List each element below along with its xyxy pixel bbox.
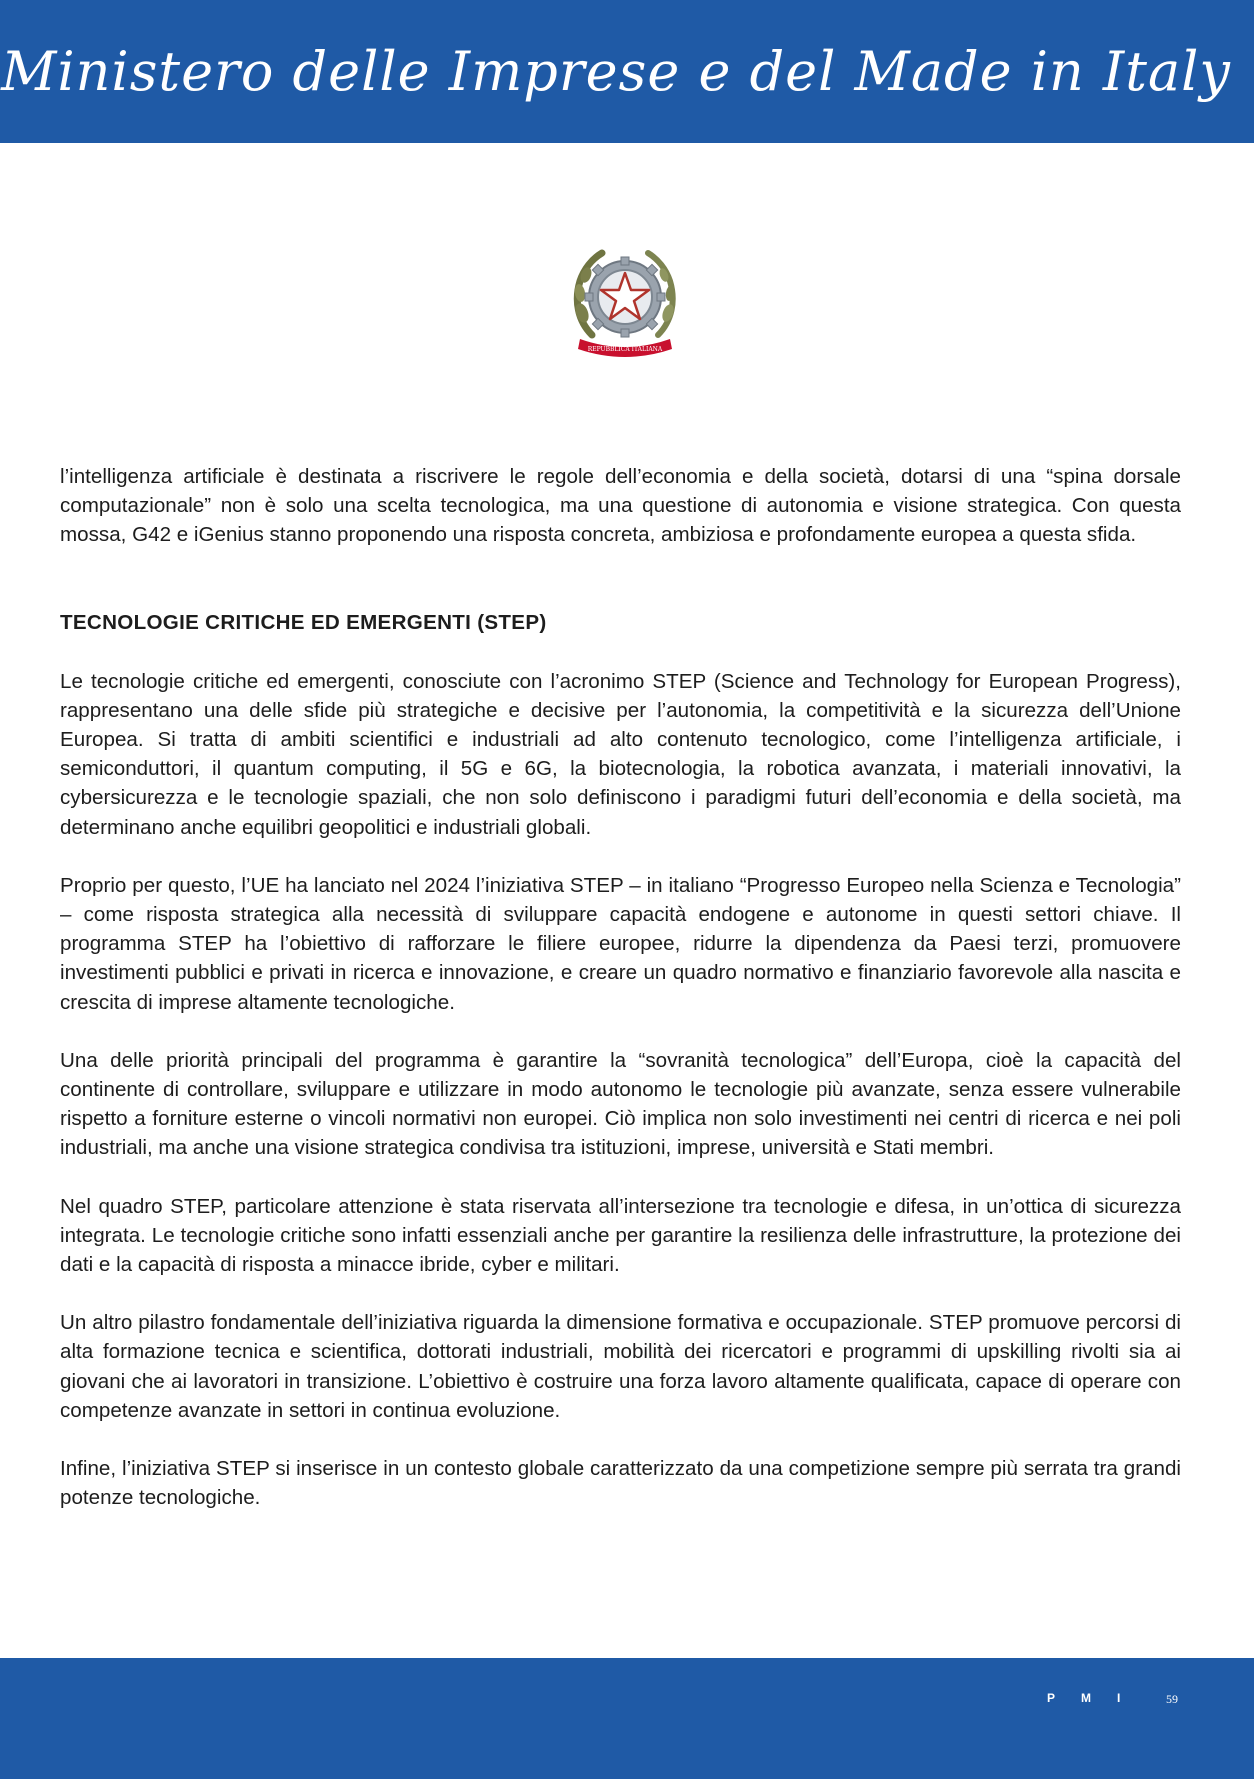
- intro-paragraph: l’intelligenza artificiale è destinata a riscrivere le regole dell’economia e della società, dotarsi di una “spina dorsale computazionale” non è solo una scelta tecnologica, ma una questione di autonomia e visione strategica. Con questa mossa, G42 e iGenius stanno proponendo una risposta concreta, ambiziosa e profondamente europea a questa sfida.: [60, 465, 1181, 547]
- page-content: [60, 462, 1181, 1512]
- repubblica-italiana-emblem-icon: [572, 243, 678, 361]
- footer-brand: PMI: [1047, 1691, 1147, 1705]
- page-number: 59: [1166, 1692, 1178, 1706]
- header-title: Ministero delle Imprese e del Made in Italy: [1, 40, 1231, 103]
- emblem-ribbon-text: REPUBBLICA ITALIANA: [587, 346, 663, 353]
- body-paragraph: Le tecnologie critiche ed emergenti, conosciute con l’acronimo STEP (Science and Technology for European Progress), rappresentano una delle sfide più strategiche e decisive per l’autonomia, la competitività e la sicurezza dell’Unione Europea. Si tratta di ambiti scientifici e industriali ad alto contenuto tecnologico, come l’intelligenza artificiale, i semiconduttori, il quantum computing, il 5G e 6G, la biotecnologia, la robotica avanzata, i materiali innovativi, la cybersicurezza e le tecnologie spaziali, che non solo definiscono i paradigmi futuri dell’economia e della società, ma determinano anche equilibri geopolitici e industriali globali.: [60, 669, 1181, 839]
- body-paragraph: Infine, l’iniziativa STEP si inserisce in un contesto globale caratterizzato da una competizione sempre più serrata tra grandi potenze tecnologiche.: [60, 1457, 1181, 1510]
- footer-band: [0, 1658, 1254, 1779]
- section-heading: TECNOLOGIE CRITICHE ED EMERGENTI (STEP): [60, 610, 547, 634]
- body-paragraph: Nel quadro STEP, particolare attenzione è stata riservata all’intersezione tra tecnologie e difesa, in un’ottica di sicurezza integrata. Le tecnologie critiche sono infatti essenziali anche per garantire la resilienza delle infrastrutture, la protezione dei dati e la capacità di risposta a minacce ibride, cyber e militari.: [60, 1194, 1181, 1277]
- body-paragraph: Una delle priorità principali del programma è garantire la “sovranità tecnologica” dell’Europa, cioè la capacità del continente di controllare, sviluppare e utilizzare in modo autonomo le tecnologie più avanzate, senza essere vulnerabile rispetto a forniture esterne o vincoli normativi non europei. Ciò implica non solo investimenti nei centri di ricerca e nei poli industriali, ma anche una visione strategica condivisa tra istituzioni, imprese, università e Stati membri.: [60, 1048, 1181, 1160]
- body-paragraph: Proprio per questo, l’UE ha lanciato nel 2024 l’iniziativa STEP – in italiano “Progresso Europeo nella Scienza e Tecnologia” – come risposta strategica alla necessità di sviluppare capacità endogene e autonome in questi settori chiave. Il programma STEP ha l’obiettivo di rafforzare le filiere europee, ridurre la dipendenza da Paesi terzi, promuovere investimenti pubblici e privati in ricerca e innovazione, e creare un quadro normativo e finanziario favorevole alla nascita e crescita di imprese altamente tecnologiche.: [60, 873, 1181, 1014]
- body-paragraph: Un altro pilastro fondamentale dell’iniziativa riguarda la dimensione formativa e occupazionale. STEP promuove percorsi di alta formazione tecnica e scientifica, dottorati industriali, mobilità dei ricercatori e programmi di upskilling rivolti sia ai giovani che ai lavoratori in transizione. L’obiettivo è costruire una forza lavoro altamente qualificata, capace di operare con competenze avanzate in settori in continua evoluzione.: [60, 1311, 1181, 1422]
